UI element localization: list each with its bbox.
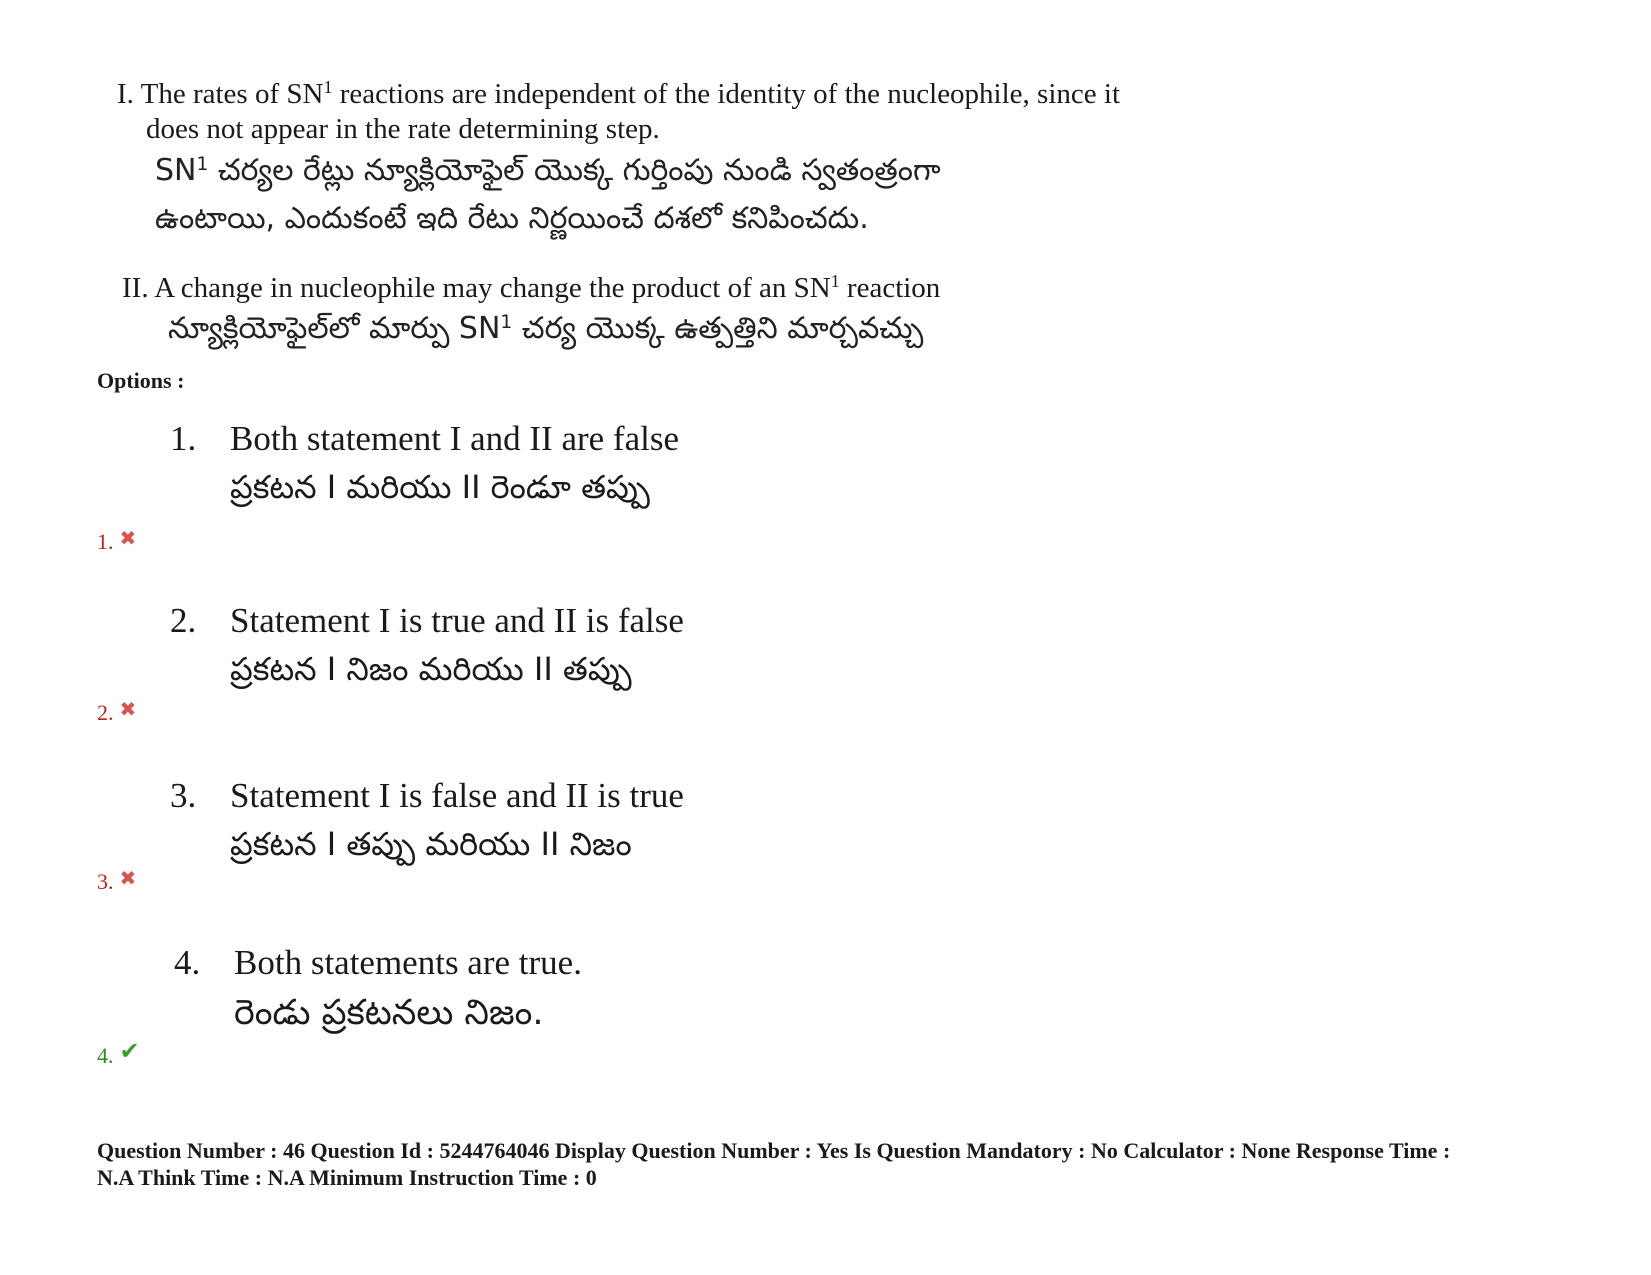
- question-metadata-line-1: Question Number : 46 Question Id : 5244764046 Display Question Number : Yes Is Question Mandatory : No Calculator : None Response Time :: [97, 1138, 1451, 1163]
- statement-1-english-superscript: 1: [323, 77, 333, 98]
- option-4-telugu: రెండు ప్రకటనలు నిజం.: [234, 993, 544, 1033]
- statement-2-english-suffix: reaction: [839, 272, 941, 304]
- statement-1-telugu-superscript: 1: [196, 153, 209, 175]
- cross-icon: ✖: [119, 697, 137, 721]
- option-2-telugu: ప్రకటన I నిజం మరియు II తప్పు: [230, 650, 632, 688]
- statement-2-telugu-prefix: న్యూక్లియోఫైల్‌లో మార్పు SN: [168, 311, 501, 346]
- statement-1-telugu-suffix: చర్యల రేట్లు న్యూక్లియోఫైల్ యొక్క గుర్తింపు నుండి స్వతంత్రంగా: [208, 153, 941, 188]
- statement-2-english-prefix: II. A change in nucleophile may change the product of an SN: [122, 272, 831, 304]
- statement-2-english: [122, 270, 940, 306]
- option-2-marker-number: 2.: [97, 700, 114, 725]
- option-4-english: Both statements are true.: [234, 943, 582, 982]
- options-heading: Options :: [97, 368, 185, 393]
- option-3-marker-number: 3.: [97, 869, 114, 894]
- statement-1-english-suffix: reactions are independent of the identity of the nucleophile, since it: [332, 78, 1120, 110]
- option-2-marker: [97, 697, 136, 726]
- option-1-telugu: ప్రకటన I మరియు II రెండూ తప్పు: [230, 468, 650, 506]
- statement-1-english-line-2: does not appear in the rate determining step.: [146, 113, 660, 145]
- option-3-marker: [97, 866, 136, 895]
- statement-1-telugu-line-2: ఉంటాయి, ఎందుకంటే ఇది రేటు నిర్ణయించే దశలో కనిపించదు.: [155, 201, 869, 236]
- option-2-english: Statement I is true and II is false: [230, 601, 684, 640]
- option-1-marker: [97, 526, 136, 555]
- statement-2-telugu: [168, 306, 923, 352]
- statement-1-english-line-1: [117, 76, 1120, 112]
- option-2-number: 2.: [170, 601, 197, 640]
- option-4-number: 4.: [174, 943, 201, 982]
- cross-icon: ✖: [119, 526, 137, 550]
- statement-1-telugu-line-1: [155, 148, 941, 194]
- option-3-english: Statement I is false and II is true: [230, 776, 684, 815]
- option-3-telugu: ప్రకటన I తప్పు మరియు II నిజం: [230, 825, 632, 863]
- option-3-number: 3.: [170, 776, 197, 815]
- statement-2-telugu-suffix: చర్య యొక్క ఉత్పత్తిని మార్చవచ్చు: [512, 311, 924, 346]
- statement-2-telugu-superscript: 1: [500, 311, 513, 333]
- option-4-marker: [97, 1037, 140, 1069]
- statement-1-english-prefix: I. The rates of SN: [117, 78, 324, 110]
- option-4-marker-number: 4.: [97, 1043, 114, 1068]
- statement-2-english-superscript: 1: [830, 271, 840, 292]
- question-metadata-line-2: N.A Think Time : N.A Minimum Instruction Time : 0: [97, 1165, 597, 1190]
- checkmark-icon: ✔: [119, 1037, 140, 1065]
- option-1-number: 1.: [170, 419, 197, 458]
- option-1-english: Both statement I and II are false: [230, 419, 679, 458]
- option-1-marker-number: 1.: [97, 529, 114, 554]
- statement-1-telugu-prefix: SN: [155, 153, 197, 188]
- cross-icon: ✖: [119, 866, 137, 890]
- question-metadata: [97, 1137, 1557, 1191]
